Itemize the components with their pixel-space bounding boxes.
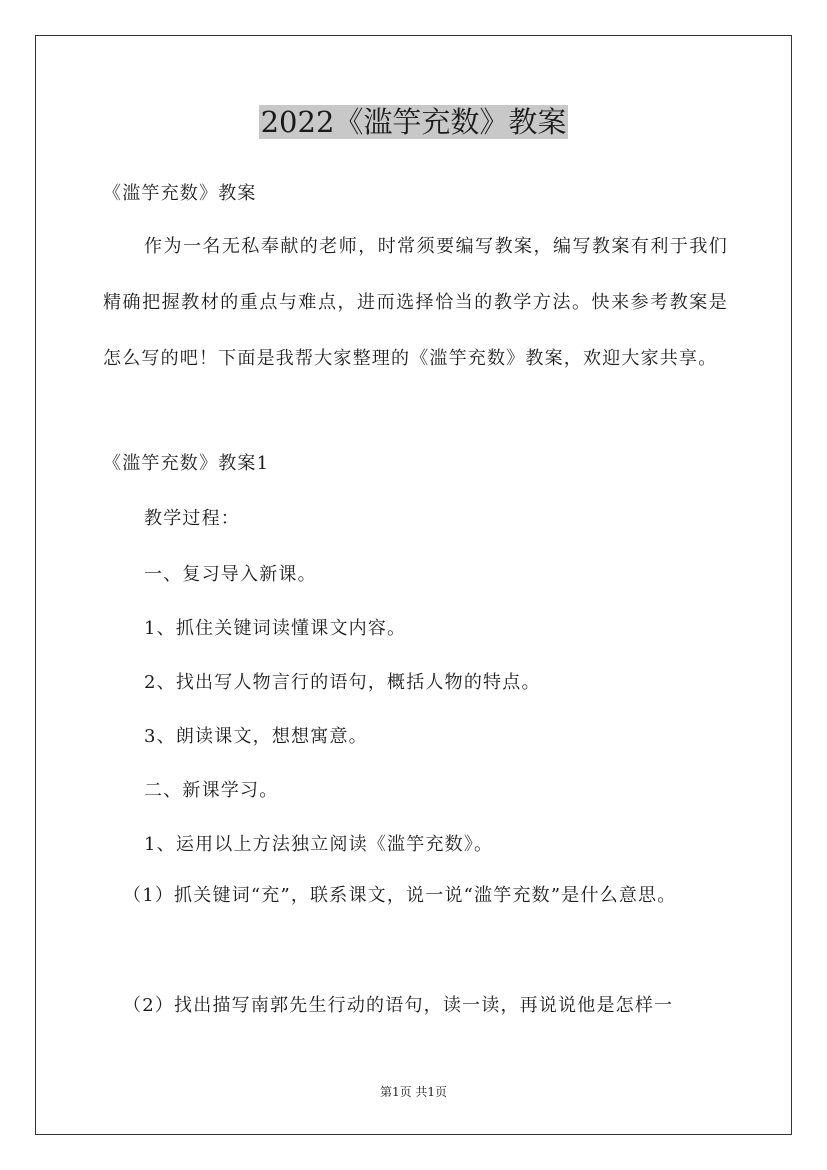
review-step-2: 2、找出写人物言行的语句，概括人物的特点。 xyxy=(144,672,541,693)
question-2-paragraph: （2）找出描写南郭先生行动的语句，读一读，再说说他是怎样一 xyxy=(123,995,674,1016)
page-number-footer: 第1页 共1页 xyxy=(379,1085,448,1099)
review-heading: 一、复习导入新课。 xyxy=(144,564,317,585)
review-step-3: 3、朗读课文，想想寓意。 xyxy=(144,726,368,747)
section-heading: 《滥竽充数》教案1 xyxy=(103,453,270,474)
subtitle-paragraph: 《滥竽充数》教案 xyxy=(103,183,257,204)
question-1-paragraph: （1）抓关键词“充”，联系课文，说一说“滥竽充数”是什么意思。 xyxy=(123,885,677,906)
document-title: 2022《滥竽充数》教案 xyxy=(260,105,567,139)
review-step-1: 1、抓住关键词读懂课文内容。 xyxy=(144,618,407,639)
new-lesson-heading: 二、新课学习。 xyxy=(144,780,279,801)
intro-paragraph: 作为一名无私奉献的老师，时常须要编写教案，编写教案有利于我们精确把握教材的重点与难点，进而选择恰当的教学方法。快来参考教案是怎么写的吧！下面是我帮大家整理的《滥竽充数》教案，欢迎大家共享。 xyxy=(103,236,728,369)
teaching-process-label: 教学过程： xyxy=(144,508,240,529)
new-lesson-step-1: 1、运用以上方法独立阅读《滥竽充数》。 xyxy=(144,834,494,855)
